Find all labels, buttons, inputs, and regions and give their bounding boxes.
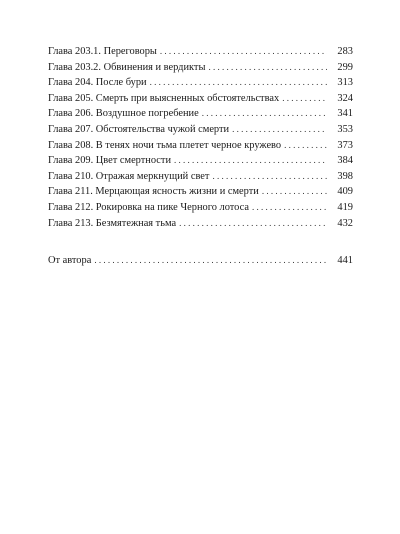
toc-entry-title: Глава 204. После бури (48, 77, 147, 89)
toc-entry-page: 432 (337, 217, 353, 229)
toc-entry-title: Глава 205. Смерть при выясненных обстоятельствах (48, 92, 280, 104)
toc-entry-title: Глава 208. В тенях ночи тьма плетет черное кружево (48, 139, 282, 151)
toc-entry-page: 398 (337, 170, 353, 182)
toc-leader-dots (282, 91, 327, 107)
toc-entry-title: Глава 213. Безмятежная тьма (48, 217, 177, 229)
toc-entry-title: Глава 210. Отражая меркнущий свет (48, 170, 210, 182)
toc-entry-page: 283 (337, 46, 353, 57)
toc-leader-dots (232, 122, 327, 138)
toc-entry-title: Глава 209. Цвет смертности (48, 155, 172, 167)
toc-entry-afterword (48, 253, 353, 269)
toc-leader-dots (150, 75, 327, 91)
toc-entry-page: 313 (337, 77, 353, 89)
toc-entry (48, 60, 353, 76)
toc-leader-dots (262, 184, 327, 200)
toc-entry-title: Глава 206. Воздушное погребение (48, 108, 199, 120)
toc-leader-dots (160, 44, 327, 60)
toc-entry-page: 324 (337, 92, 353, 104)
toc-entry-title: Глава 207. Обстоятельства чужой смерти (48, 123, 230, 135)
toc-entry (48, 200, 353, 216)
table-of-contents (48, 44, 353, 269)
toc-entry-page: 384 (337, 155, 353, 167)
toc-entry (48, 138, 353, 154)
toc-entry-page: 373 (337, 139, 353, 151)
toc-entry-page: 341 (337, 108, 353, 120)
toc-entry (48, 106, 353, 122)
toc-leader-dots (208, 60, 327, 76)
toc-entry (48, 44, 353, 60)
toc-leader-dots (284, 138, 327, 154)
toc-entry (48, 216, 353, 232)
toc-leader-dots (94, 253, 327, 269)
toc-entry-title: Глава 212. Рокировка на пике Черного лотоса (48, 201, 249, 213)
toc-entry (48, 91, 353, 107)
section-spacer (48, 231, 353, 253)
toc-leader-dots (212, 169, 327, 185)
toc-leader-dots (252, 200, 327, 216)
toc-leader-dots (202, 106, 327, 122)
toc-entry-title: Глава 211. Мерцающая ясность жизни и смерти (48, 186, 259, 198)
toc-entry (48, 169, 353, 185)
toc-entry-page: 441 (337, 255, 353, 267)
toc-entry (48, 153, 353, 169)
toc-entry-page: 419 (337, 201, 353, 213)
toc-leader-dots (179, 216, 327, 232)
toc-entry-title: Глава 203.2. Обвинения и вердикты (48, 61, 206, 73)
toc-entry (48, 184, 353, 200)
toc-entry (48, 122, 353, 138)
toc-entry-page: 409 (337, 186, 353, 198)
toc-entry-title: От автора (48, 255, 92, 267)
toc-entry-page: 353 (337, 123, 353, 135)
toc-leader-dots (174, 153, 327, 169)
toc-entry (48, 75, 353, 91)
toc-entry-page: 299 (337, 61, 353, 73)
toc-entry-title: Глава 203.1. Переговоры (48, 46, 157, 57)
